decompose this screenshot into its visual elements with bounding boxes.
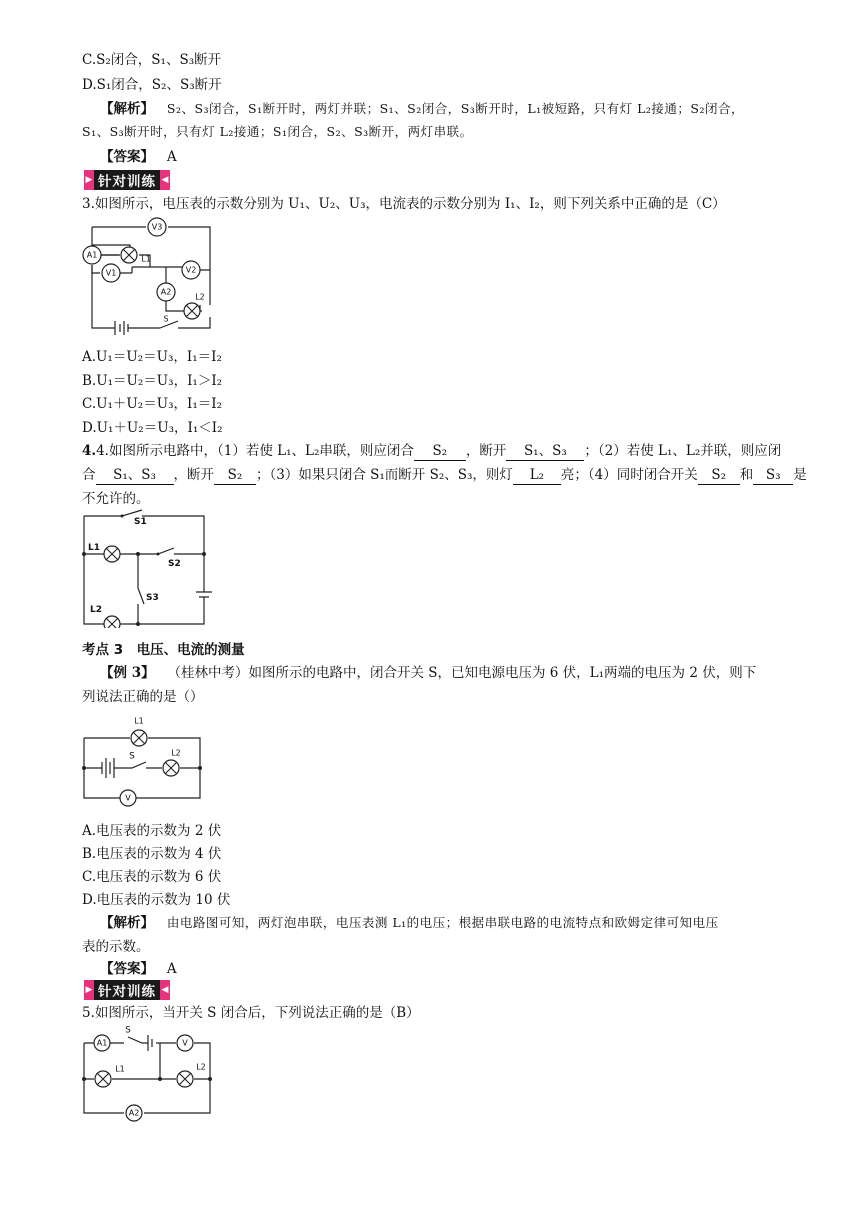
- answer-2: [100, 959, 808, 979]
- circuit-diagram-2: [80, 508, 215, 628]
- q4-blank-3: S₁、S₃: [96, 466, 174, 485]
- lamp-l2-label: L2: [196, 1062, 206, 1072]
- voltmeter-label: V: [182, 1038, 188, 1048]
- lamp-l1-label: L1: [134, 716, 144, 726]
- example-text: （桂林中考）如图所示的电路中，闭合开关 S，已知电源电压为 6 伏，L₁两端的电压为 2 伏，则下: [167, 665, 757, 681]
- switch-s3-label: S3: [146, 593, 159, 603]
- q4-text-5: ，断开: [173, 467, 214, 483]
- q4-blank-6: S₂: [698, 466, 740, 485]
- q4-text-2: ，断开: [465, 443, 507, 459]
- example-label: 【例 3】: [100, 665, 155, 681]
- ex3-option-d: D.电压表的示数为 10 伏: [82, 892, 231, 908]
- ex3-option-a: A.电压表的示数为 2 伏: [82, 823, 222, 839]
- lamp-l2-label: L2: [195, 292, 205, 302]
- circuit-diagram-1: [80, 215, 230, 345]
- question-4-line2: [82, 465, 808, 485]
- analysis-2: [100, 913, 808, 933]
- q4-text-6: ；（3）如果只闭合 S₁而断开 S₂、S₃，则灯: [256, 467, 513, 483]
- circuit-diagram-4: [80, 1025, 215, 1130]
- lamp-l1-label: L1: [88, 543, 100, 553]
- q4-blank-7: S₃: [753, 466, 793, 485]
- question-3: 3.如图所示，电压表的示数分别为 U₁、U₂、U₃，电流表的示数分别为 I₁、I₂，则下列关系中正确的是（C）: [82, 196, 726, 212]
- ex3-option-b: B.电压表的示数为 4 伏: [82, 846, 222, 862]
- tag-arrow-left-icon: ◀: [160, 980, 170, 1000]
- lamp-l1-label: L1: [115, 1064, 125, 1074]
- section-heading: 考点 3 电压、电流的测量: [82, 642, 245, 658]
- switch-s-label: S: [129, 751, 135, 762]
- tag-label: 针对训练: [94, 980, 160, 1000]
- answer-1: [100, 147, 808, 167]
- ammeter-a1-label: A1: [86, 250, 98, 260]
- voltmeter-v2-label: V2: [185, 265, 197, 275]
- practice-tag-2: [84, 980, 170, 1000]
- q4-blank-4: S₂: [214, 466, 256, 485]
- answer-label: 【答案】: [100, 149, 154, 165]
- answer-value: A: [166, 149, 177, 165]
- tag-arrow-right-icon: ▶: [84, 170, 94, 190]
- option-c: C.S₂闭合，S₁、S₃断开: [82, 52, 222, 68]
- q4-blank-2: S₁、S₃: [506, 442, 584, 461]
- lamp-l2-label: L2: [171, 748, 181, 758]
- q4-text-8: 和: [739, 467, 754, 483]
- tag-label: 针对训练: [94, 170, 160, 190]
- tag-arrow-right-icon: ▶: [84, 980, 94, 1000]
- ammeter-a2-label: A2: [128, 1108, 140, 1118]
- ammeter-a1-label: A1: [96, 1038, 108, 1048]
- question-5: 5.如图所示，当开关 S 闭合后，下列说法正确的是（B）: [82, 1005, 420, 1021]
- practice-tag: [84, 170, 170, 190]
- lamp-l1-label: L1: [141, 254, 151, 264]
- voltmeter-label: V: [125, 793, 131, 803]
- ex3-option-c: C.电压表的示数为 6 伏: [82, 869, 222, 885]
- option-d: D.S₁闭合，S₂、S₃断开: [82, 77, 222, 93]
- ammeter-a2-label: A2: [160, 287, 172, 297]
- switch-s-label: S: [163, 314, 169, 324]
- analysis-1-cont: S₁、S₃断开时，只有灯 L₂接通；S₁闭合，S₂、S₃断开，两灯串联。: [82, 124, 473, 139]
- answer-value: A: [166, 961, 177, 977]
- question-4-line3: 不允许的。: [82, 491, 150, 507]
- analysis-text: S₂、S₃闭合，S₁断开时，两灯并联；S₁、S₂闭合，S₃断开时，L₁被短路，只有灯 L₂接通；S₂闭合，: [166, 101, 744, 116]
- question-4-line1: 4.4.如图所示电路中，（1）若使 L₁、L₂串联，则应闭合 S₂ ，断开 S₁、S₃ ；（2）若使 L₁、L₂并联，则应闭: [82, 443, 782, 459]
- q4-text-9: 是: [793, 467, 807, 483]
- q4-text-7: 亮；（4）同时闭合开关: [560, 467, 698, 483]
- switch-s1-label: S1: [134, 517, 147, 527]
- q3-option-a: A.U₁＝U₂＝U₃，I₁＝I₂: [82, 349, 222, 365]
- q4-blank-5: L₂: [513, 466, 561, 485]
- q3-option-c: C.U₁＋U₂＝U₃，I₁＝I₂: [82, 396, 222, 412]
- tag-arrow-left-icon: ◀: [160, 170, 170, 190]
- q3-option-d: D.U₁＋U₂＝U₃，I₁＜I₂: [82, 420, 223, 436]
- circuit-diagram-3: [80, 712, 210, 812]
- analysis-label: 【解析】: [100, 101, 154, 117]
- analysis-text: 由电路图可知，两灯泡串联，电压表测 L₁的电压；根据串联电路的电流特点和欧姆定律可知电压: [166, 915, 719, 930]
- analysis-2-cont: 表的示数。: [82, 939, 150, 955]
- q3-option-b: B.U₁＝U₂＝U₃，I₁＞I₂: [82, 373, 223, 389]
- q4-text-4: 合: [82, 467, 96, 483]
- answer-label: 【答案】: [100, 961, 154, 977]
- lamp-l2-label: L2: [90, 605, 102, 615]
- switch-s2-label: S2: [168, 559, 181, 569]
- q4-blank-1: S₂: [414, 442, 466, 461]
- q4-text-3: ；（2）若使 L₁、L₂并联，则应闭: [584, 443, 782, 459]
- example-3-cont: 列说法正确的是（）: [82, 689, 204, 705]
- voltmeter-v3-label: V3: [151, 222, 163, 232]
- voltmeter-v1-label: V1: [105, 268, 117, 278]
- q4-text-1: 4.如图所示电路中，（1）若使 L₁、L₂串联，则应闭合: [96, 443, 414, 459]
- example-3: [100, 663, 808, 683]
- switch-s-label: S: [125, 1025, 131, 1036]
- analysis-label: 【解析】: [100, 915, 154, 931]
- analysis-1: [100, 99, 808, 119]
